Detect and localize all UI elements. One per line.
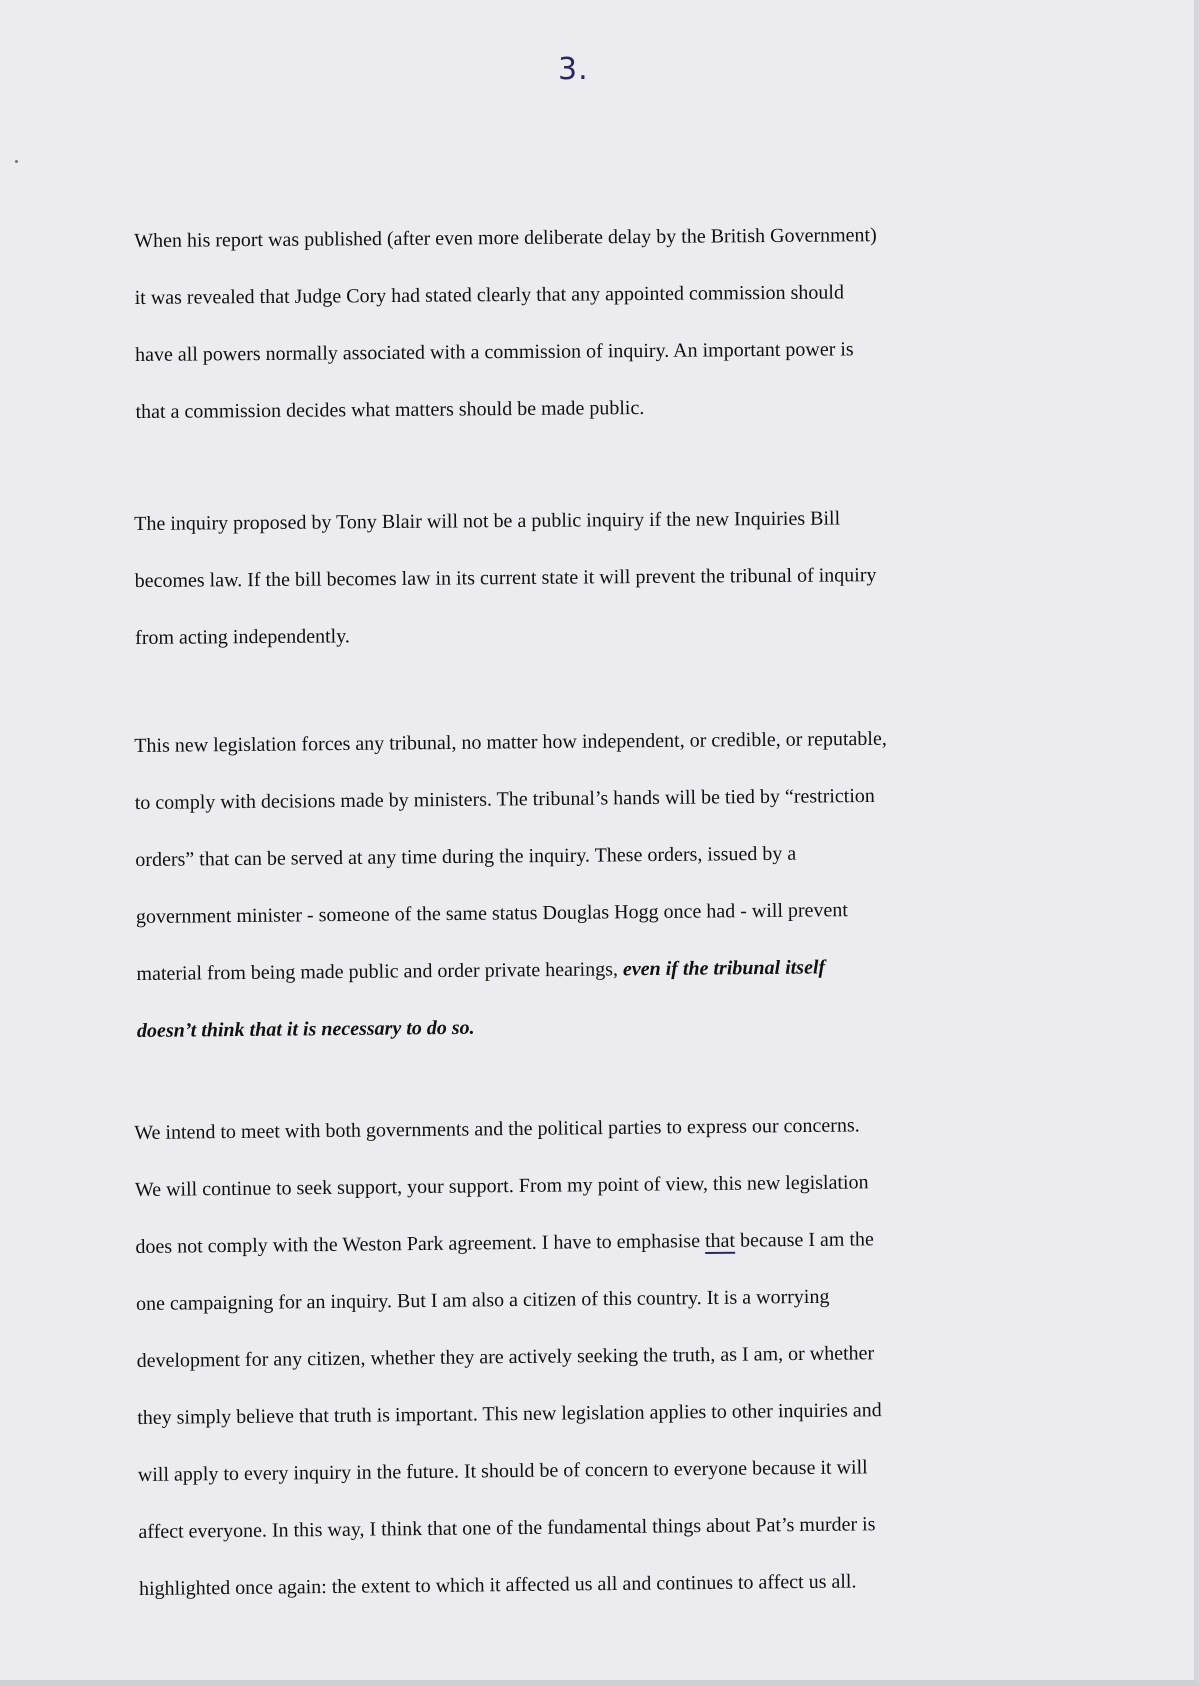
emphasis-text: even if the tribunal itself xyxy=(622,956,826,981)
paragraph-line: affect everyone. In this way, I think that one of the fundamental things about Pat’s murder is xyxy=(138,1513,876,1543)
paragraph-2 xyxy=(134,489,1065,667)
paragraph-line: they simply believe that truth is important. This new legislation applies to other inquiries and xyxy=(137,1399,882,1429)
paragraph-line: When his report was published (after even more deliberate delay by the British Government) xyxy=(134,224,877,252)
paragraph-line: The inquiry proposed by Tony Blair will not be a public inquiry if the new Inquiries Bill xyxy=(134,507,841,535)
paragraph-line xyxy=(135,1209,1066,1276)
paragraph-4 xyxy=(134,1095,1069,1618)
paragraph-line: becomes law. If the bill becomes law in its current state it will prevent the tribunal of inquiry xyxy=(134,564,877,592)
paragraph-line: one campaigning for an inquiry. But I am also a citizen of this country. It is a worrying xyxy=(135,1285,830,1315)
plain-text: because I am the xyxy=(734,1228,874,1252)
underlined-word: that xyxy=(704,1229,736,1253)
paragraph-3 xyxy=(134,709,1067,1060)
paragraph-line: development for any citizen, whether they are actively seeking the truth, as I am, or whether xyxy=(136,1342,875,1372)
paragraph-line: have all powers normally associated with a commission of inquiry. An important power is xyxy=(135,338,854,366)
paragraph-line: We will continue to seek support, your support. From my point of view, this new legislation xyxy=(134,1171,869,1201)
plain-text: material from being made public and order private hearings, xyxy=(136,958,624,985)
paragraph-line: government minister - someone of the same status Douglas Hogg once had - will prevent xyxy=(135,899,849,928)
page-number: 3. xyxy=(558,52,589,87)
paragraph-line: will apply to every inquiry in the future. It should be of concern to everyone because it will xyxy=(137,1456,868,1486)
paragraph-line xyxy=(136,937,1067,1003)
paragraph-line: from acting independently. xyxy=(135,625,350,649)
emphasis-line: doesn’t think that it is necessary to do so. xyxy=(136,1016,475,1042)
paragraph-1 xyxy=(134,206,1066,441)
paragraph-line: to comply with decisions made by ministers. The tribunal’s hands will be tied by “restriction xyxy=(134,784,875,814)
paragraph-line: highlighted once again: the extent to which it affected us all and continues to affect us all. xyxy=(138,1570,857,1600)
paragraph-line: orders” that can be served at any time during the inquiry. These orders, issued by a xyxy=(135,842,797,871)
paragraph-line: that a commission decides what matters should be made public. xyxy=(135,396,645,423)
paragraph-line: it was revealed that Judge Cory had stated clearly that any appointed commission should xyxy=(134,281,845,309)
paragraph-line: We intend to meet with both governments and the political parties to express our concerns. xyxy=(134,1114,860,1144)
paragraph-line: This new legislation forces any tribunal, no matter how independent, or credible, or reputable, xyxy=(134,727,887,757)
scan-speck xyxy=(15,160,18,163)
plain-text: does not comply with the Weston Park agreement. I have to emphasise xyxy=(135,1230,706,1258)
